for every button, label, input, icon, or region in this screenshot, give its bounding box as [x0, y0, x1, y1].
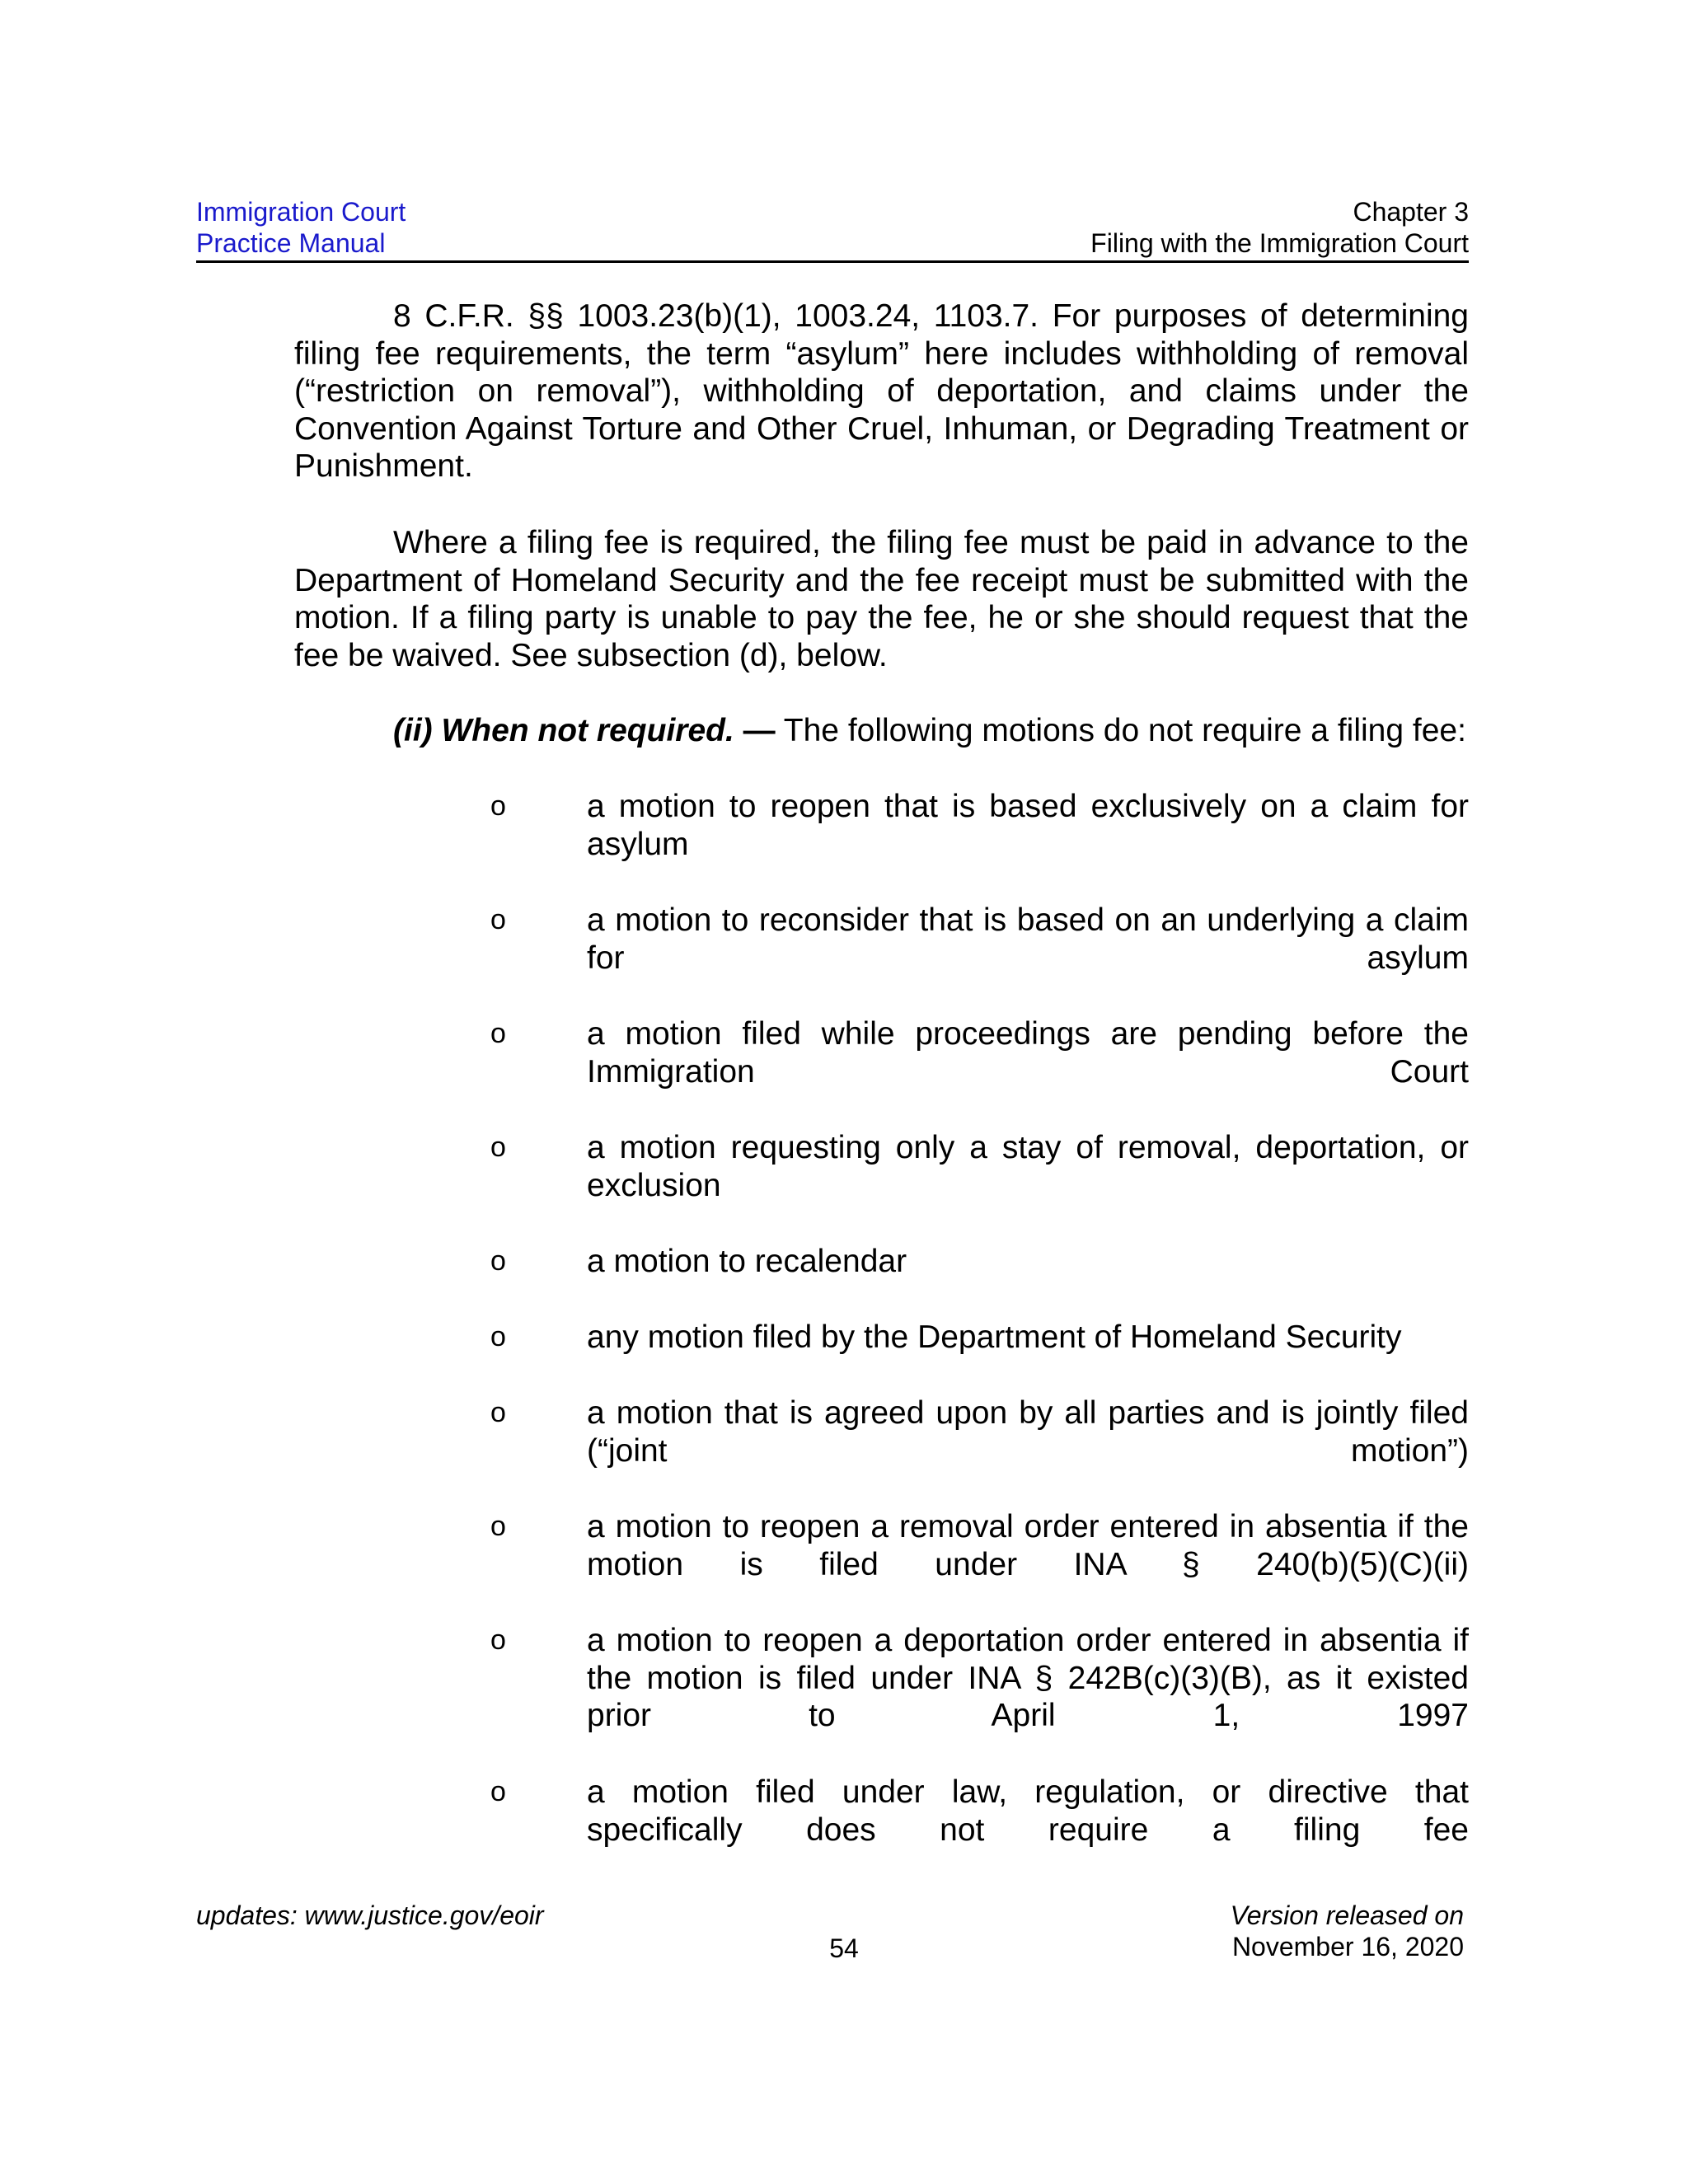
list-item-text: any motion filed by the Department of Homeland Security [587, 1319, 1402, 1355]
header-right-line1: Chapter 3 [1353, 197, 1469, 227]
version-label: Version released on [1230, 1900, 1464, 1930]
header-divider [196, 260, 1469, 263]
list-item-text: a motion filed while proceedings are pending before the Immigration Court [587, 1016, 1469, 1090]
paragraph-cfr-asylum: 8 C.F.R. §§ 1003.23(b)(1), 1003.24, 1103.7. For purposes of determining filing fee requirements, the term “asylum” here includes withholding of removal (“restriction on removal”), withholding of deportation, and claims under the Convention Against Torture and Other Cruel, Inhuman, or Degrading Treatment or Punishment. [294, 298, 1469, 484]
list-item-text: a motion to reopen that is based exclusively on a claim for asylum [587, 789, 1469, 862]
list-item-text: a motion that is agreed upon by all parties and is jointly filed (“joint motion”) [587, 1395, 1469, 1469]
list-item-text: a motion to recalendar [587, 1244, 907, 1279]
version-date: November 16, 2020 [1231, 1932, 1464, 1961]
list-item-text: a motion requesting only a stay of removal, deportation, or exclusion [587, 1130, 1469, 1203]
list-item-text: a motion to reconsider that is based on an underlying a claim for asylum [587, 902, 1469, 976]
header-right-line2: Filing with the Immigration Court [1090, 228, 1469, 258]
paragraph-fee-payment: Where a filing fee is required, the filing fee must be paid in advance to the Department of Homeland Security and the fee receipt must be submitted with the motion. If a filing party is unable to pay the fee, he or she should request that the fee be waived. See subsection (d), below. [294, 525, 1469, 673]
footer-version [1231, 1900, 1464, 1962]
subsection-intro: The following motions do not require a filing fee: [775, 713, 1466, 748]
header-chapter-title [1090, 196, 1469, 259]
bullet-icon: o [490, 1018, 506, 1049]
bullet-icon: o [490, 1132, 506, 1163]
em-dash: — [734, 713, 776, 748]
bullet-icon: o [490, 790, 506, 822]
subsection-heading: (ii) When not required. [393, 713, 734, 748]
bullet-icon: o [490, 1321, 506, 1352]
bullet-icon: o [490, 1245, 506, 1277]
bullet-icon: o [490, 1624, 506, 1656]
footer-updates-link: updates: www.justice.gov/eoir [196, 1900, 544, 1930]
list-item-text: a motion to reopen a removal order entered in absentia if the motion is filed under INA § 240(b)(5)(C)(ii) [587, 1509, 1469, 1582]
list-item-text: a motion to reopen a deportation order entered in absentia if the motion is filed under INA § 242B(c)(3)(B), as it existed prior to April 1, 1997 [587, 1623, 1469, 1733]
bullet-icon: o [490, 904, 506, 935]
bullet-icon: o [490, 1776, 506, 1807]
header-manual-title [196, 196, 406, 259]
page-number: 54 [829, 1933, 859, 1963]
bullet-icon: o [490, 1397, 506, 1428]
list-item-text: a motion filed under law, regulation, or directive that specifically does not require a filing fee [587, 1774, 1469, 1848]
header-left-line1: Immigration Court [196, 197, 406, 227]
header-left-line2: Practice Manual [196, 228, 386, 258]
bullet-icon: o [490, 1511, 506, 1542]
page-header [196, 196, 1469, 262]
paragraph-not-required [294, 712, 1469, 750]
